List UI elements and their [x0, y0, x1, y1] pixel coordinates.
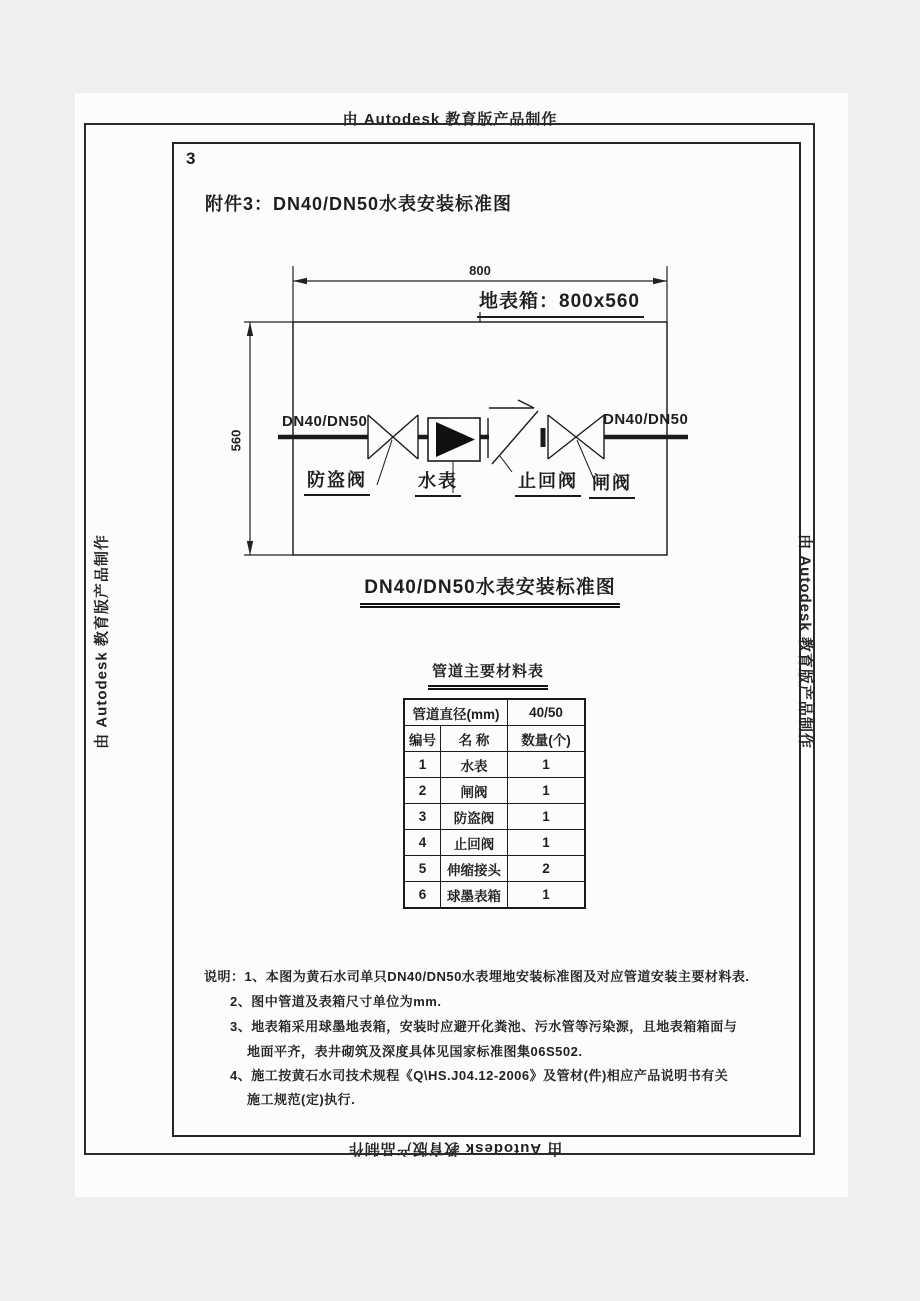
- col-header-qty: 数量(个): [508, 726, 586, 752]
- check-valve-label: 止回阀: [515, 467, 581, 497]
- diameter-value-cell: 40/50: [508, 699, 586, 726]
- table-row: 3 防盗阀 1: [404, 804, 585, 830]
- col-header-name: 名 称: [441, 726, 508, 752]
- table-row: 4 止回阀 1: [404, 830, 585, 856]
- table-row: 5 伸缩接头 2: [404, 856, 585, 882]
- col-header-no: 编号: [404, 726, 441, 752]
- watermark-top: 由 Autodesk 教育版产品制作: [342, 111, 558, 128]
- note-line: 说明：1、本图为黄石水司单只DN40/DN50水表埋地安装标准图及对应管道安装主要材料表.: [204, 969, 750, 984]
- watermark-left: 由 Autodesk 教育版产品制作: [93, 534, 111, 749]
- anti-theft-valve-label: 防盗阀: [304, 466, 370, 496]
- table-header-diameter: [404, 699, 585, 726]
- table-row: 1 水表 1: [404, 752, 585, 778]
- note-line: 3、地表箱采用球墨地表箱，安装时应避开化粪池、污水管等污染源，且地表箱箱面与: [230, 1019, 738, 1034]
- note-line: 2、图中管道及表箱尺寸单位为mm.: [230, 994, 442, 1009]
- water-meter-symbol: [428, 418, 480, 461]
- check-valve-symbol: [488, 411, 543, 464]
- water-meter-label: 水表: [415, 467, 461, 497]
- dimension-width-text: 800: [469, 263, 491, 278]
- diagram-caption-text: DN40/DN50水表安装标准图: [360, 572, 619, 608]
- watermark-bottom: 由 Autodesk 教育版产品制作: [347, 1140, 563, 1157]
- page-number: 3: [186, 149, 196, 168]
- note-line: 地面平齐，表井砌筑及深度具体见国家标准图集06S502.: [247, 1044, 583, 1059]
- dimension-height-text: 560: [228, 429, 244, 452]
- gate-valve-label: 闸阀: [589, 469, 635, 499]
- materials-table-title: [388, 660, 588, 690]
- anti-theft-valve-symbol: [368, 415, 418, 459]
- pipe-size-label-left: DN40/DN50: [282, 413, 368, 430]
- diagram-caption: [330, 572, 650, 608]
- attachment-title: 附件3：DN40/DN50水表安装标准图: [205, 194, 513, 214]
- gate-valve-symbol: [548, 415, 604, 459]
- pipe-size-label-right: DN40/DN50: [603, 411, 689, 428]
- materials-table: [403, 698, 586, 909]
- flow-arrow: [489, 400, 534, 408]
- diameter-header-cell: 管道直径(mm): [404, 699, 508, 726]
- watermark-right: 由 Autodesk 教育版产品制作: [796, 534, 814, 749]
- table-header-columns: [404, 726, 585, 752]
- table-row: 2 闸阀 1: [404, 778, 585, 804]
- note-line: 4、施工按黄石水司技术规程《Q\HS.J04.12-2006》及管材(件)相应产品说明书有关: [230, 1068, 729, 1083]
- materials-table-title-text: 管道主要材料表: [428, 660, 548, 690]
- surface-box-size-label: 地表箱：800x560: [477, 286, 644, 318]
- note-line: 施工规范(定)执行.: [247, 1092, 356, 1107]
- table-row: 6 球墨表箱 1: [404, 882, 585, 909]
